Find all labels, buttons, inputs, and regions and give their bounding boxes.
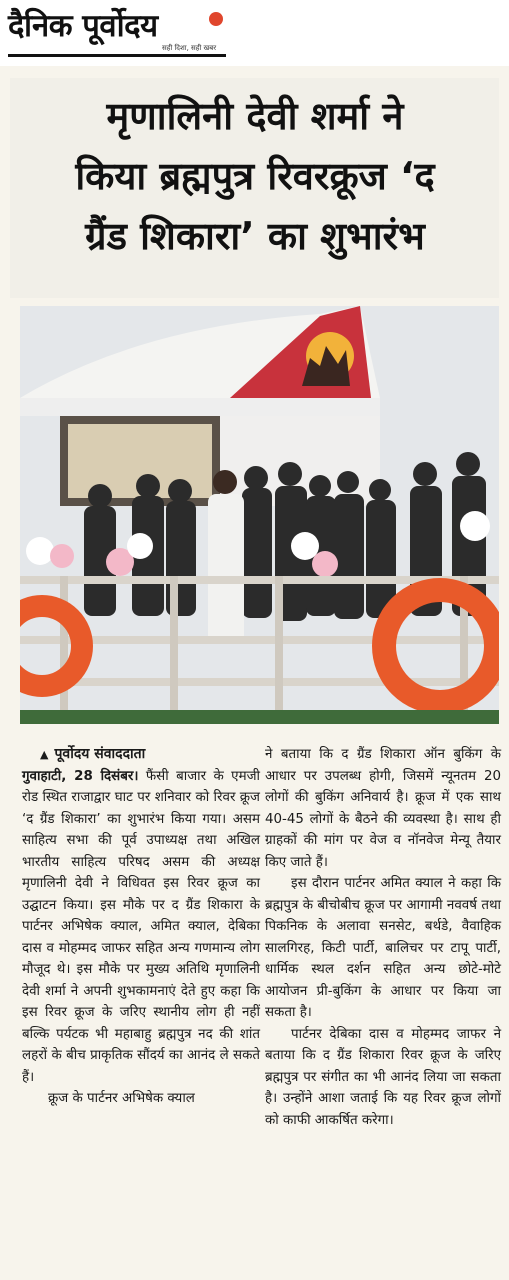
article-column-2 [265, 744, 501, 1131]
article-column-1 [22, 744, 260, 1110]
article-photo [20, 306, 499, 724]
headline-line-1: मृणालिनी देवी शर्मा ने [106, 94, 404, 138]
article-dateline: गुवाहाटी, 28 दिसंबर। [22, 768, 139, 784]
article-paragraph-5: पार्टनर देबिका दास व मोहम्मद जाफर ने बताया कि द ग्रैंड शिकारा रिवर क्रूज के जरिए ब्रह्मपुत्र पर संगीत का भी आनंद लिया जा सकता है। उन्होंने आशा जताई कि यह रिवर क्रूज लोगों को काफी आकर्षित करेगा। [265, 1026, 501, 1128]
masthead [0, 0, 509, 66]
headline-line-2: किया ब्रह्मपुत्र रिवरक्रूज ‘द [75, 154, 435, 198]
newspaper-logo: दैनिक पूर्वोदय [8, 8, 158, 44]
article-paragraph-4: इस दौरान पार्टनर अमित क्याल ने कहा कि ब्रह्मपुत्र के बीचोबीच क्रूज पर आगामी नववर्ष तथा पिकनिक के अलावा सनसेट, बर्थडे, वैवाहिक सालगिरह, किटी पार्टी, बालिचर पर टापू पार्टी, धार्मिक स्थल दर्शन सहित अन्य छोटे-मोटे आयोजन प्री-बुकिंग के आधार पर किया जा सकता है। [265, 876, 501, 1020]
article-headline [14, 86, 496, 266]
headline-line-3: ग्रैंड शिकारा’ का शुभारंभ [85, 214, 425, 258]
newspaper-tagline: सही दिशा, सही खबर [162, 44, 217, 52]
article-paragraph-3: ने बताया कि द ग्रैंड शिकारा ऑन बुकिंग के आधार पर उपलब्ध होगी, जिसमें न्यूनतम 20 लोगों की बुकिंग अनिवार्य है। क्रूज में एक साथ 40-45 लोगों के बैठने की व्यवस्था है। साथ ही ग्राहकों की मांग पर वेज व नॉनवेज मेन्यू तैयार किए जाते हैं। [265, 747, 501, 870]
masthead-rule [8, 54, 226, 57]
article-paragraph-1: फैंसी बाजार के एमजी रोड स्थित राजाद्वार घाट पर शनिवार को रिवर क्रूज ‘द ग्रैंड शिकारा’ का शुभारंभ किया गया। असम साहित्य सभा की पूर्व उपाध्यक्ष तथा अखिल भारतीय साहित्य परिषद असम की अध्यक्ष मृणालिनी देवी ने विधिवत इस रिवर क्रूज का उद्घाटन किया। इस मौके पर द ग्रैंड शिकारा के पार्टनर अभिषेक क्याल, अमित क्याल, देबिका दास व मोहम्मद जाफर सहित अन्य गणमान्य लोग मौजूद थे। इस मौके पर मुख्य अतिथि मृणालिनी देवी शर्मा ने अपनी शुभकामनाएं देते हुए कहा कि इस रिवर क्रूज के जरिए स्थानीय लोग ही नहीं बल्कि पर्यटक भी महाबाहु ब्रह्मपुत्र नद की शांत लहरों के बीच प्राकृतिक सौंदर्य का आनंद ले सकते हैं। [22, 768, 260, 1085]
cruise-inauguration-photo [20, 306, 499, 724]
logo-dot-icon [209, 12, 223, 26]
article-byline: ▲ पूर्वोदय संवाददाता [40, 746, 146, 762]
triangle-icon: ▲ [40, 748, 49, 761]
article-paragraph-2: क्रूज के पार्टनर अभिषेक क्याल [48, 1091, 195, 1106]
